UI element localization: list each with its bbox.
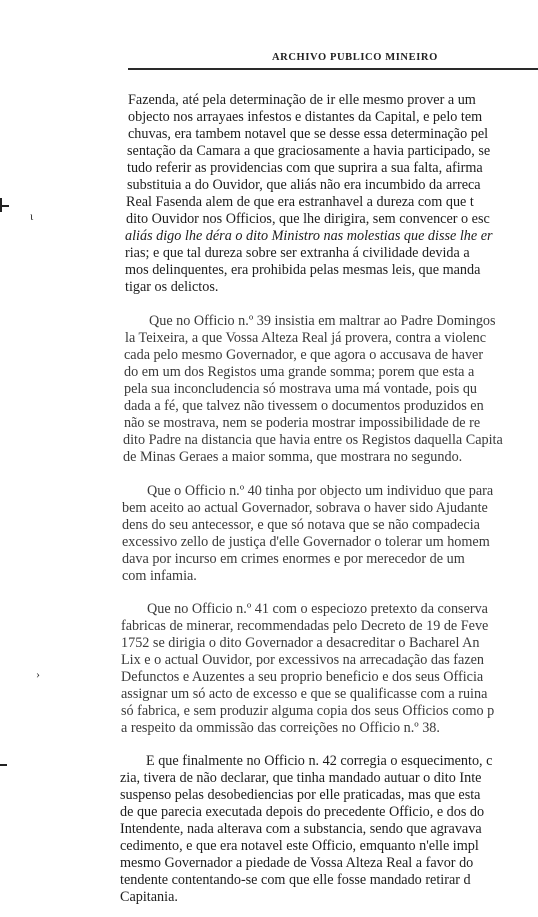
text-line: Que o Officio n.º 40 tinha por objecto um individuo que para xyxy=(147,483,494,499)
text-line: 1752 se dirigia o dito Governador a desacreditar o Bacharel An xyxy=(121,635,480,651)
text-line: fabricas de minerar, recommendadas pelo Decreto de 19 de Feve xyxy=(121,618,489,634)
text-line: com infamia. xyxy=(122,568,197,584)
text-line: do em um dos Registos uma grande somma; porem que esta a xyxy=(124,364,475,380)
text-line: assignar um só acto de excesso e que se qualificasse com a ruina xyxy=(121,686,488,702)
text-line: Lix e o actual Ouvidor, por excessivos na arrecadação das fazen xyxy=(121,652,485,668)
text-line: dens do seu antecessor, e que só notava que se não compadecia xyxy=(122,517,480,533)
text-line: pela sua inconcludencia só mostrava uma má vontade, pois qu xyxy=(124,381,478,397)
margin-speck-1: ɩ xyxy=(30,209,34,223)
text-line: Fazenda, até pela determinação de ir elle mesmo prover a um xyxy=(128,92,476,108)
text-line: sentação da Camara a que graciosamente a havia participado, se xyxy=(127,143,491,159)
margin-mark-top-stub xyxy=(0,198,2,212)
text-line: aliás digo lhe déra o dito Ministro nas molestias que disse lhe er xyxy=(125,228,493,244)
text-line: mos delinquentes, era prohibida pelas mesmas leis, que manda xyxy=(125,262,481,278)
text-line: só fabrica, e sem produzir alguma copia dos seus Officios como p xyxy=(121,703,495,719)
text-line: dito Padre na distancia que havia entre os Registos daquella Capita xyxy=(123,432,503,448)
text-line: Capitania. xyxy=(120,889,178,905)
text-line: Intendente, nada alterava com a substancia, sendo que agravava xyxy=(120,821,482,837)
text-line: Que no Officio n.º 39 insistia em maltrar ao Padre Domingos xyxy=(149,313,496,329)
text-line: substituia a do Ouvidor, que aliás não era incumbido da arreca xyxy=(127,177,481,193)
text-line: excessivo zello de justiça d'elle Governador o tolerar um homem xyxy=(122,534,490,550)
text-line: rias; e que tal dureza sobre ser extranha á civilidade devida a xyxy=(125,245,470,261)
running-head: ARCHIVO PUBLICO MINEIRO xyxy=(272,52,438,63)
text-line: de que parecia executada depois do precedente Officio, e dos do xyxy=(120,804,485,820)
header-rule xyxy=(128,68,538,70)
text-line: não se mostrava, nem se poderia mostrar impossibilidade de re xyxy=(124,415,481,431)
text-line: la Teixeira, a que Vossa Alteza Real já provera, contra a violenc xyxy=(125,330,487,346)
text-line: dava por incurso em crimes enormes e por merecedor de um xyxy=(122,551,465,567)
text-line: cada pelo mesmo Governador, e que agora o accusava de haver xyxy=(124,347,484,363)
text-line: cedimento, e que era notavel este Officio, emquanto n'elle impl xyxy=(120,838,479,854)
text-line: Que no Officio n.º 41 com o especiozo pretexto da conserva xyxy=(147,601,488,617)
text-line: suspenso pelas desobediencias por elle praticadas, mas que esta xyxy=(120,787,481,803)
text-line: Real Fasenda alem de que era estranhavel a dureza com que t xyxy=(126,194,474,210)
text-line: tudo referir as providencias com que suprira a sua falta, afirma xyxy=(127,160,483,176)
text-line: de Minas Geraes a maior somma, que mostrara no segundo. xyxy=(123,449,463,465)
text-line: dito Ouvidor nos Officios, que lhe dirigira, sem convencer o esc xyxy=(126,211,490,227)
margin-mark-bottom xyxy=(0,764,7,766)
text-line: Defunctos e Auzentes a seu proprio beneficio e dos seus Officia xyxy=(121,669,484,685)
text-line: mesmo Governador a piedade de Vossa Alteza Real a favor do xyxy=(120,855,474,871)
text-line: tigar os delictos. xyxy=(125,279,219,295)
text-line: bem aceito ao actual Governador, sobrava o haver sido Ajudante xyxy=(122,500,488,516)
text-line: dada a fé, que talvez não tivessem o documentos produzidos en xyxy=(124,398,484,414)
text-line: zia, tivera de não declarar, que tinha mandado autuar o dito Inte xyxy=(120,770,482,786)
text-line: a respeito da ommissão das correições no Officio n.º 38. xyxy=(121,720,440,736)
text-line: objecto nos arrayaes infestos e distantes da Capital, e pelo tem xyxy=(128,109,483,125)
text-line: tendente contentando-se com que elle fosse mandado retirar d xyxy=(120,872,471,888)
text-line: E que finalmente no Officio n. 42 corregia o esquecimento, c xyxy=(146,753,493,769)
text-line: chuvas, era tambem notavel que se desse essa determinação pel xyxy=(128,126,489,142)
margin-speck-2: › xyxy=(36,667,40,681)
